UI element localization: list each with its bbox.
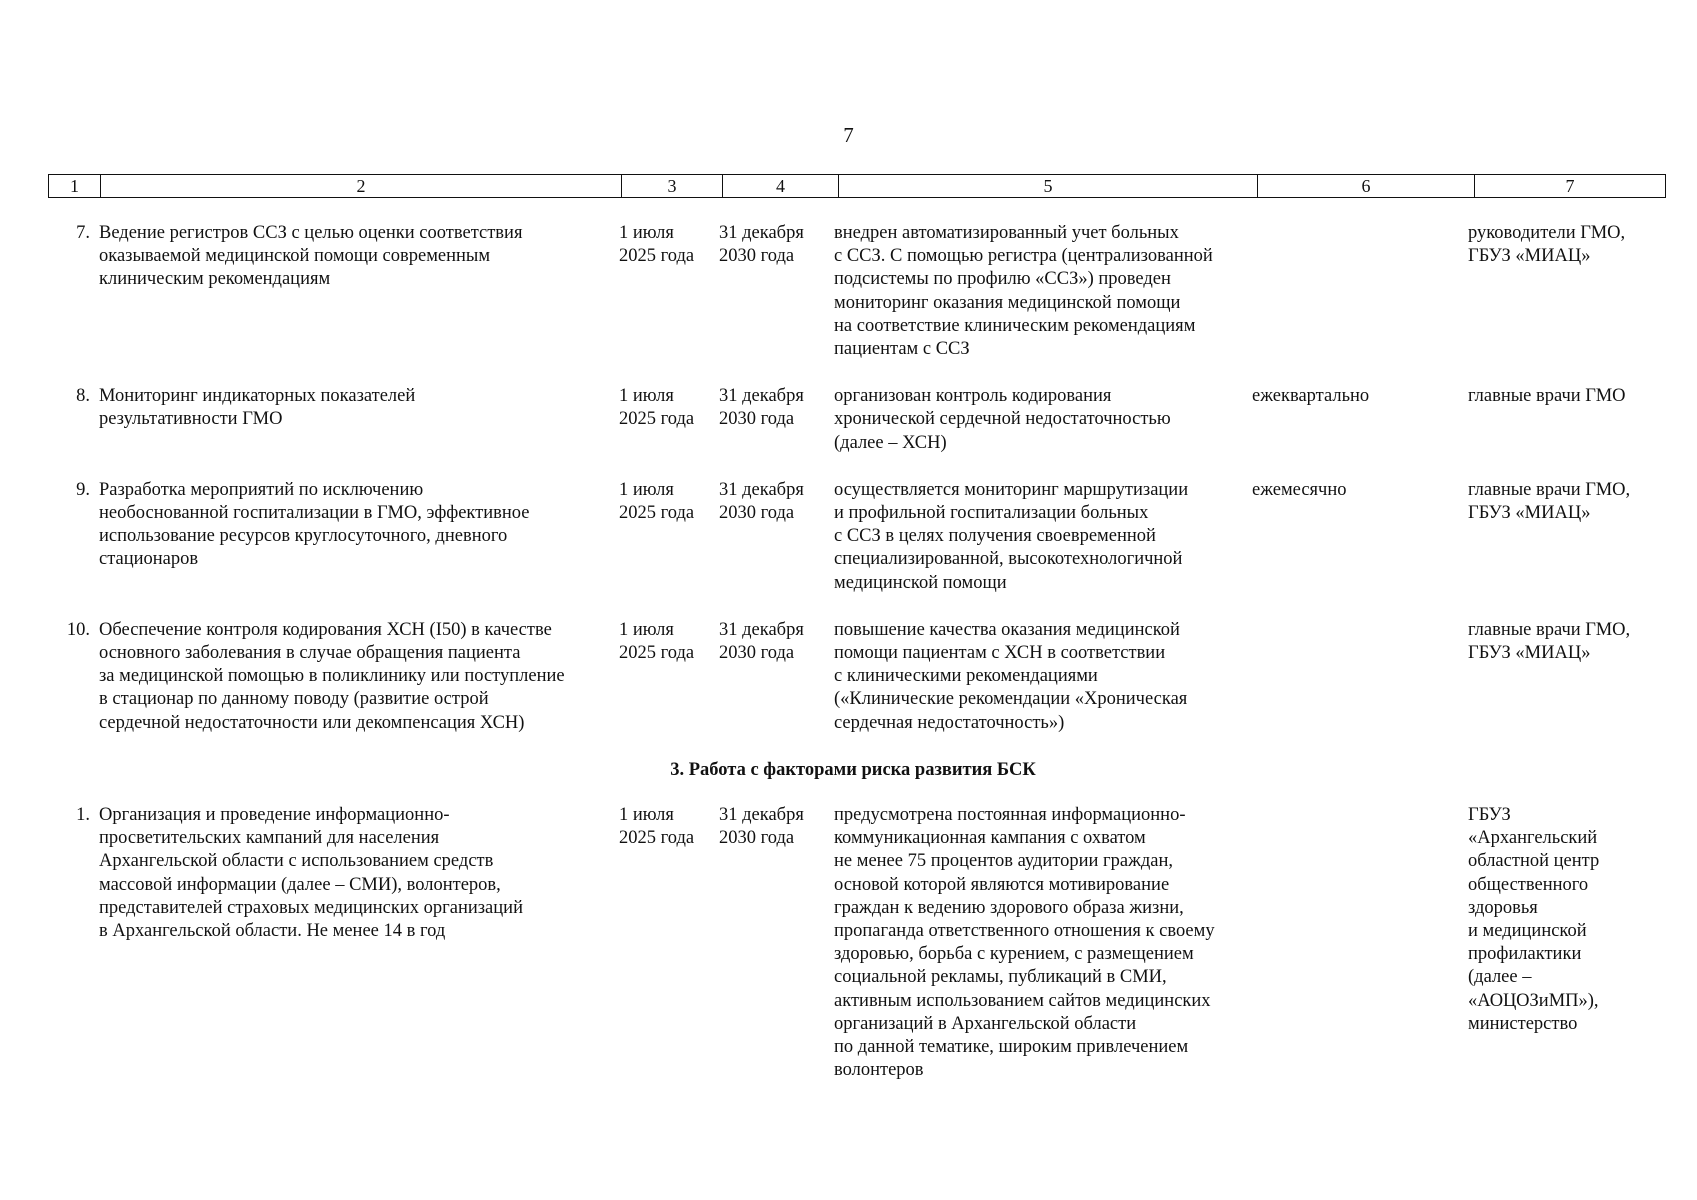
result-cell: внедрен автоматизированный учет больных с ССЗ. С помощью регистра (централизованной подсистемы по профилю «ССЗ») проведен мониторинг оказания медицинской помощи на соответствие клиническим рекомендациям пациентам с ССЗ — [834, 223, 1213, 360]
responsible-cell: главные врачи ГМО — [1468, 386, 1626, 407]
table-row — [48, 385, 1658, 479]
end-date-cell: 31 декабря 2030 года — [719, 619, 804, 664]
activity-cell: Обеспечение контроля кодирования ХСН (I50) в качестве основного заболевания в случае обращения пациента за медицинской помощью в поликлинику или поступление в стационар по данному поводу (развитие острой сердечной недостаточности или декомпенсация ХСН) — [99, 619, 565, 733]
table-row — [48, 479, 1658, 619]
row-number: 7. — [76, 223, 90, 243]
row-number: 8. — [76, 386, 90, 407]
page-number: 7 — [843, 123, 854, 147]
frequency-cell: ежемесячно — [1252, 479, 1347, 500]
end-date-cell: 31 декабря 2030 года — [719, 479, 804, 524]
table-row — [48, 619, 1658, 759]
end-date-cell: 31 декабря 2030 года — [719, 386, 804, 430]
responsible-cell: главные врачи ГМО, ГБУЗ «МИАЦ» — [1468, 619, 1631, 664]
activity-cell: Разработка мероприятий по исключению необоснованной госпитализации в ГМО, эффективное использование ресурсов круглосуточного, дневного стационаров — [99, 479, 530, 570]
row-number: 1. — [76, 805, 90, 826]
column-header-6: 6 — [1258, 175, 1475, 198]
end-date-cell: 31 декабря 2030 года — [719, 805, 804, 849]
frequency-cell — [1252, 619, 1468, 759]
row-number: 10. — [66, 619, 90, 640]
section-heading-row — [48, 759, 1658, 804]
table-row — [48, 804, 1658, 1106]
activity-cell: Организация и проведение информационно- просветительских кампаний для населения Архангельской области с использованием средств массовой информации (далее – СМИ), волонтеров, представителей страховых медицинских организаций в Архангельской области. Не менее 14 в год — [99, 805, 523, 942]
start-date-cell: 1 июля 2025 года — [619, 386, 695, 430]
column-header-2: 2 — [101, 175, 622, 198]
activity-cell: Мониторинг индикаторных показателей результативности ГМО — [99, 386, 416, 430]
start-date-cell: 1 июля 2025 года — [619, 479, 695, 524]
frequency-cell — [1252, 804, 1468, 1106]
activities-table — [48, 222, 1658, 1107]
result-cell: организован контроль кодирования хронической сердечной недостаточностью (далее – ХСН) — [834, 386, 1171, 453]
responsible-cell: руководители ГМО, ГБУЗ «МИАЦ» — [1468, 223, 1626, 267]
column-header-7: 7 — [1475, 175, 1666, 198]
frequency-cell: ежеквартально — [1252, 386, 1370, 407]
start-date-cell: 1 июля 2025 года — [619, 223, 695, 267]
responsible-cell: ГБУЗ «Архангельский областной центр общественного здоровья и медицинской профилактики (далее – «АОЦОЗиМП»), министерство — [1468, 805, 1600, 1034]
row-number: 9. — [76, 479, 90, 500]
column-header-5: 5 — [839, 175, 1258, 198]
column-number-header — [48, 174, 1666, 198]
result-cell: повышение качества оказания медицинской помощи пациентам с ХСН в соответствии с клиническими рекомендациями («Клинические рекомендации «Хроническая сердечная недостаточность») — [834, 619, 1188, 733]
start-date-cell: 1 июля 2025 года — [619, 805, 695, 849]
frequency-cell — [1252, 222, 1468, 385]
column-header-4: 4 — [723, 175, 839, 198]
activity-cell: Ведение регистров ССЗ с целью оценки соответствия оказываемой медицинской помощи современным клиническим рекомендациям — [99, 223, 523, 290]
start-date-cell: 1 июля 2025 года — [619, 619, 695, 664]
section-heading: 3. Работа с факторами риска развития БСК — [670, 759, 1036, 780]
column-header-1: 1 — [49, 175, 101, 198]
responsible-cell: главные врачи ГМО, ГБУЗ «МИАЦ» — [1468, 479, 1631, 524]
result-cell: предусмотрена постоянная информационно- коммуникационная кампания с охватом не менее 75 процентов аудитории граждан, основой которой являются мотивирование граждан к ведению здорового образа жизни, пропаганда ответственного отношения к своему здоровью, борьба с курением, с размещением социальной рекламы, публикаций в СМИ, активным использованием сайтов медицинских организаций в Архангельской области по данной тематике, широким привлечением волонтеров — [834, 805, 1215, 1081]
result-cell: осуществляется мониторинг маршрутизации и профильной госпитализации больных с ССЗ в целях получения своевременной специализированной, высокотехнологичной медицинской помощи — [834, 479, 1189, 593]
column-header-3: 3 — [622, 175, 723, 198]
table-row — [48, 222, 1658, 385]
end-date-cell: 31 декабря 2030 года — [719, 223, 804, 267]
